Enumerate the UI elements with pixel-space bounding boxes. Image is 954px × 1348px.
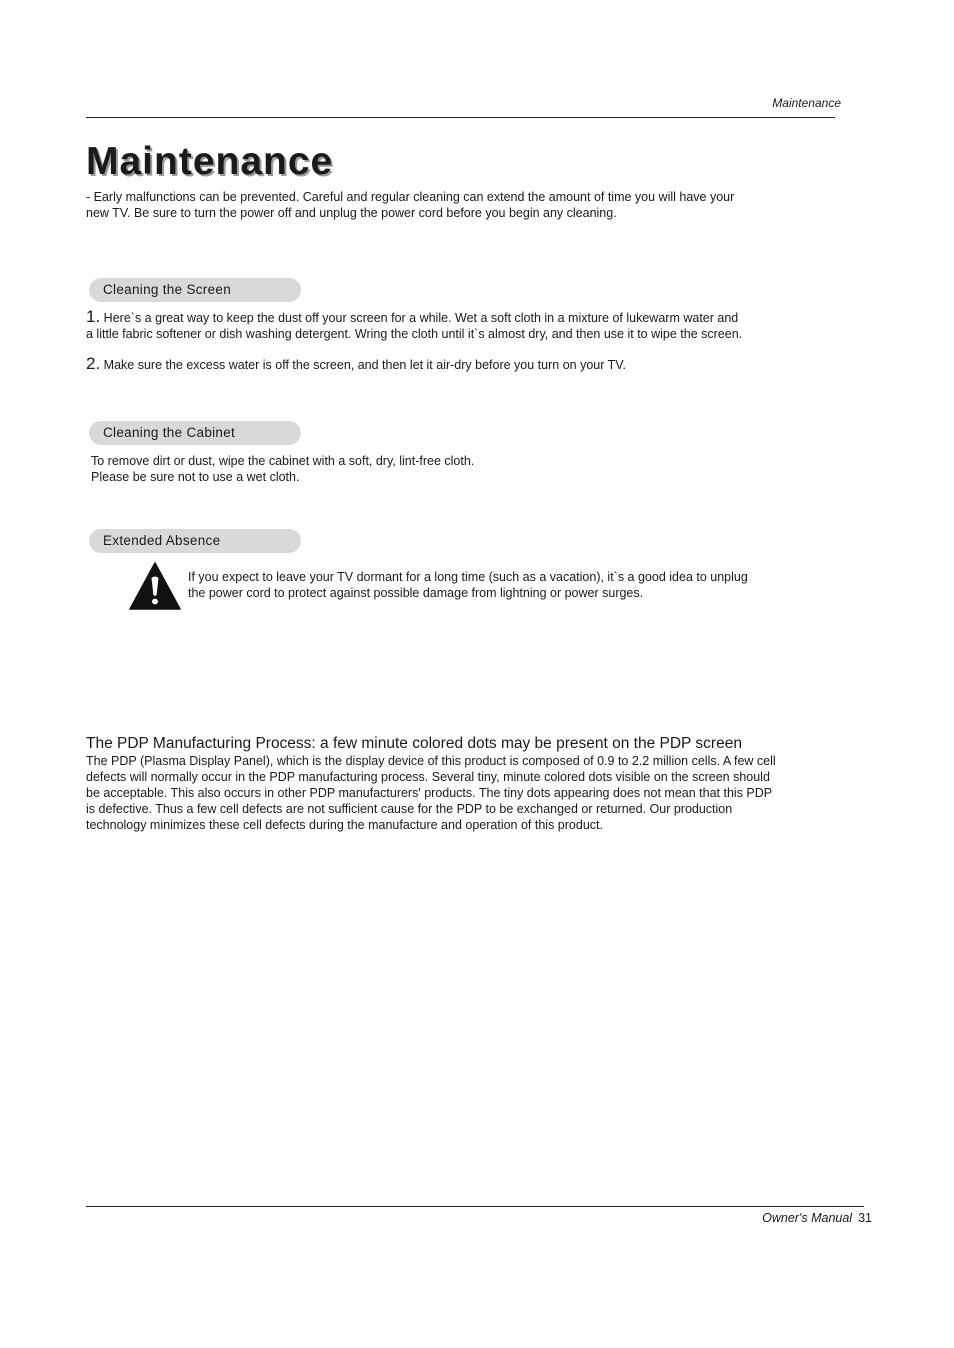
running-header: Maintenance <box>772 96 841 110</box>
section-heading-cleaning-cabinet: Cleaning the Cabinet <box>89 421 301 445</box>
section-heading-cleaning-screen: Cleaning the Screen <box>89 278 301 302</box>
pdp-line: is defective. Thus a few cell defects are not sufficient cause for the PDP to be exchanged or returned. Our production <box>86 802 733 816</box>
pdp-line: be acceptable. This also occurs in other PDP manufacturers' products. The tiny dots appearing does not mean that this PDP <box>86 786 773 800</box>
step-text: Here`s a great way to keep the dust off your screen for a while. Wet a soft cloth in a mixture of lukewarm water and <box>103 311 739 325</box>
footer-divider <box>86 1206 864 1207</box>
page-footer <box>600 1211 872 1225</box>
step-number: 1. <box>86 307 101 326</box>
pdp-line: defects will normally occur in the PDP manufacturing process. Several tiny, minute colored dots visible on the screen should <box>86 770 770 784</box>
page-title: Maintenance <box>86 140 334 183</box>
step-number: 2. <box>86 354 101 373</box>
absence-line: If you expect to leave your TV dormant for a long time (such as a vacation), it`s a good idea to unplug <box>188 570 748 584</box>
section-heading-extended-absence: Extended Absence <box>89 529 301 553</box>
pdp-line: technology minimizes these cell defects during the manufacture and operation of this product. <box>86 818 603 832</box>
absence-paragraph <box>188 570 868 601</box>
pdp-line: The PDP (Plasma Display Panel), which is the display device of this product is composed of 0.9 to 2.2 million cells. A few cell <box>86 754 776 768</box>
footer-label: Owner's Manual <box>762 1211 853 1225</box>
absence-line: the power cord to protect against possible damage from lightning or power surges. <box>188 585 644 600</box>
screen-step-1 <box>86 309 866 342</box>
cabinet-paragraph <box>91 454 791 485</box>
pdp-heading: The PDP Manufacturing Process: a few minute colored dots may be present on the PDP screen <box>86 735 742 752</box>
pdp-paragraph <box>86 753 856 833</box>
page-number: 31 <box>858 1211 872 1225</box>
cabinet-line: To remove dirt or dust, wipe the cabinet with a soft, dry, lint-free cloth. <box>91 454 475 468</box>
intro-paragraph <box>86 190 846 221</box>
intro-line: new TV. Be sure to turn the power off and unplug the power cord before you begin any cleaning. <box>86 205 617 220</box>
screen-step-2 <box>86 356 866 374</box>
header-divider <box>86 117 835 118</box>
intro-line: - Early malfunctions can be prevented. Careful and regular cleaning can extend the amount of time you will have your <box>86 190 735 204</box>
step-text: Make sure the excess water is off the screen, and then let it air-dry before you turn on your TV. <box>103 358 626 372</box>
step-text: a little fabric softener or dish washing detergent. Wring the cloth until it`s almost dry, and then use it to wipe the screen. <box>86 326 743 341</box>
cabinet-line: Please be sure not to use a wet cloth. <box>91 469 300 484</box>
warning-icon <box>129 562 181 610</box>
